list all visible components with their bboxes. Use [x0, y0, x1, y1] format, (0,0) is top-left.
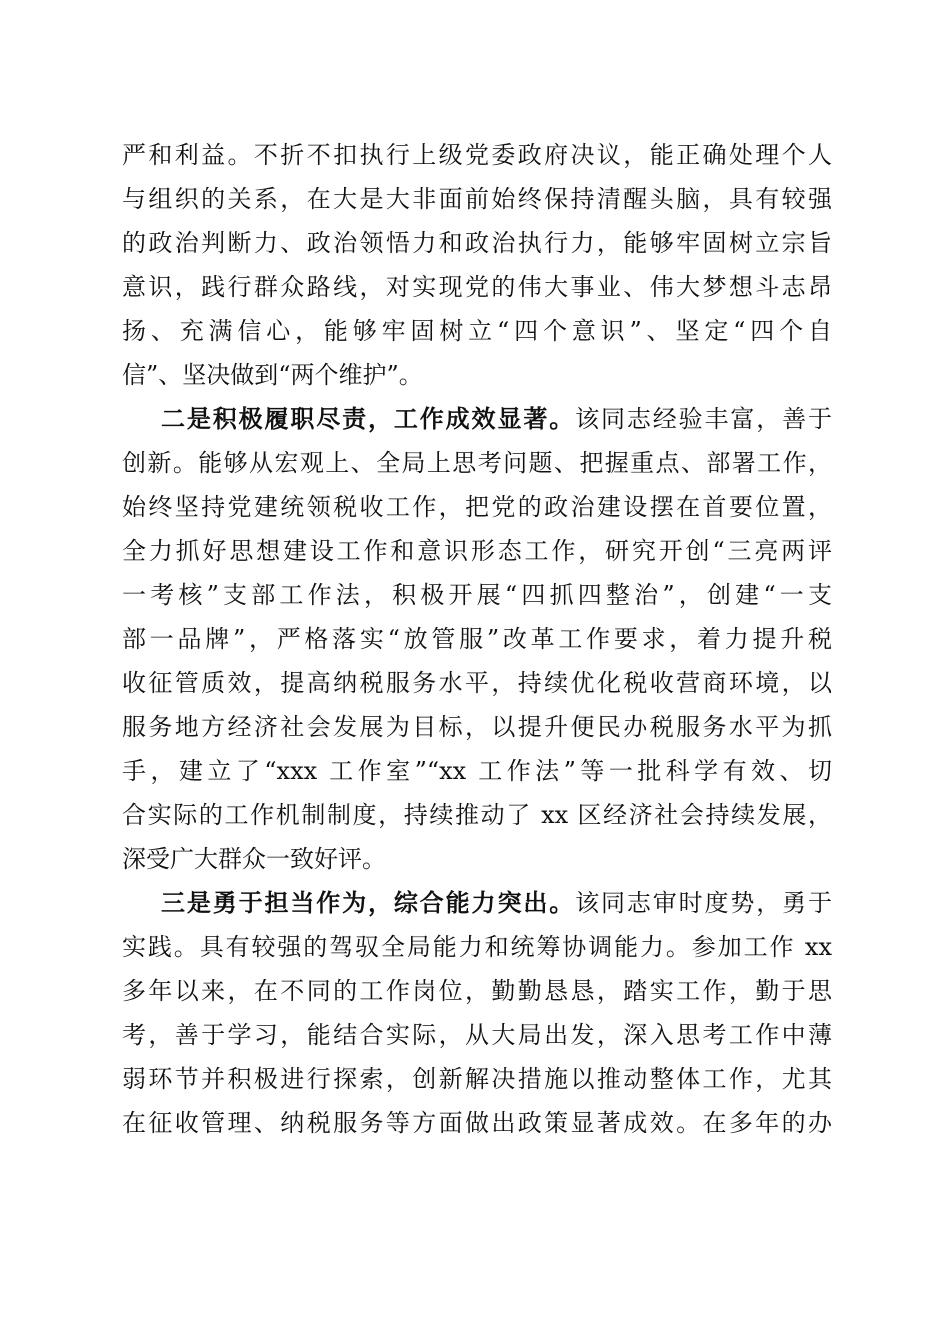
text-line: 创新。能够从宏观上、全局上思考问题、把握重点、部署工作， — [122, 449, 832, 477]
text-line: 弱环节并积极进行探索，创新解决措施以推动整体工作，尤其 — [122, 1065, 832, 1093]
text-line: 手，建立了“xxx 工作室”“xx 工作法”等一批科学有效、切 — [122, 757, 832, 785]
text-line: 严和利益。不折不扣执行上级党委政府决议，能正确处理个人 — [122, 141, 832, 169]
text-line: 服务地方经济社会发展为目标，以提升便民办税服务水平为抓 — [122, 713, 832, 741]
text-line: 考，善于学习，能结合实际，从大局出发，深入思考工作中薄 — [122, 1021, 832, 1049]
text-line: 始终坚持党建统领税收工作，把党的政治建设摆在首要位置， — [122, 493, 832, 521]
text-line: 实践。具有较强的驾驭全局能力和统筹协调能力。参加工作 xx — [122, 933, 832, 961]
text-line: 一考核”支部工作法，积极开展“四抓四整治”，创建“一支 — [122, 581, 832, 609]
text-line: 与组织的关系，在大是大非面前始终保持清醒头脑，具有较强 — [122, 185, 832, 213]
paragraph-heading: 三是勇于担当作为，综合能力突出。 — [161, 888, 576, 917]
text-line: 在征收管理、纳税服务等方面做出政策显著成效。在多年的办 — [122, 1109, 832, 1137]
text-line: 合实际的工作机制制度，持续推动了 xx 区经济社会持续发展， — [122, 801, 832, 829]
text-line: 扬、充满信心，能够牢固树立“四个意识”、坚定“四个自 — [122, 317, 832, 345]
text-line: 全力抓好思想建设工作和意识形态工作，研究开创“三亮两评 — [122, 537, 832, 565]
text-line: 深受广大群众一致好评。 — [122, 845, 386, 873]
text-line: 信”、坚决做到“两个维护”。 — [122, 361, 423, 389]
text-line: 部一品牌”，严格落实“放管服”改革工作要求，着力提升税 — [122, 625, 832, 653]
paragraph-heading-line: 三是勇于担当作为，综合能力突出。该同志审时度势，勇于 — [161, 888, 832, 917]
text-line: 多年以来，在不同的工作岗位，勤勤恳恳，踏实工作，勤于思 — [122, 977, 832, 1005]
text-line: 意识，践行群众路线，对实现党的伟大事业、伟大梦想斗志昂 — [122, 273, 832, 301]
text-line: 收征管质效，提高纳税服务水平，持续优化税收营商环境，以 — [122, 669, 832, 697]
text-line: 的政治判断力、政治领悟力和政治执行力，能够牢固树立宗旨 — [122, 229, 832, 257]
paragraph-heading-line: 二是积极履职尽责，工作成效显著。该同志经验丰富，善于 — [161, 404, 832, 433]
paragraph-heading: 二是积极履职尽责，工作成效显著。 — [161, 404, 576, 433]
